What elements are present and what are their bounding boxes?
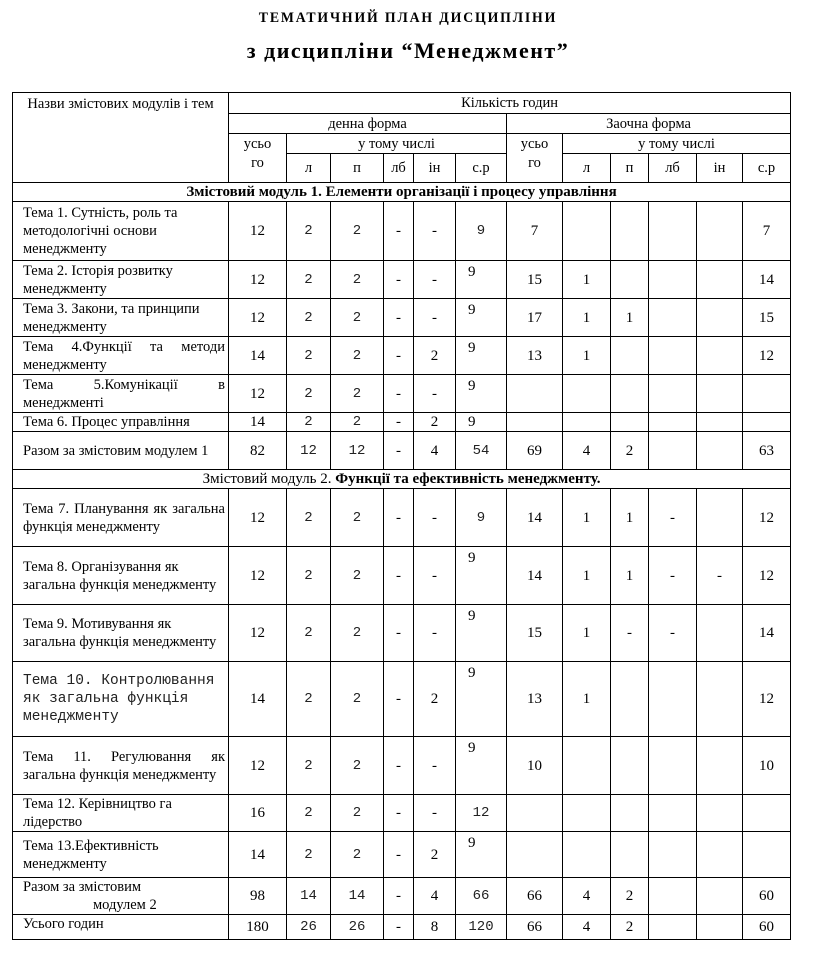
corr-total [507, 375, 563, 413]
corr-total: 7 [507, 202, 563, 261]
day-including-header: у тому числі [287, 134, 507, 154]
corr-lb [649, 413, 697, 432]
corr-sr: 14 [743, 261, 791, 299]
day-in: - [414, 375, 456, 413]
day-p: 2 [331, 299, 384, 337]
day-lb: - [384, 832, 414, 878]
corr-col-lb: лб [649, 154, 697, 183]
corr-sr: 12 [743, 547, 791, 605]
day-total: 12 [229, 489, 287, 547]
day-in: 8 [414, 915, 456, 940]
corr-l: 1 [563, 605, 611, 662]
module-1-title-row [13, 183, 791, 202]
corr-p: 1 [611, 299, 649, 337]
corr-total: 13 [507, 337, 563, 375]
corr-l: 1 [563, 261, 611, 299]
corr-p [611, 795, 649, 832]
corr-p [611, 832, 649, 878]
day-col-in: ін [414, 154, 456, 183]
day-total: 12 [229, 605, 287, 662]
corr-l: 1 [563, 299, 611, 337]
day-lb: - [384, 662, 414, 737]
table-row [13, 489, 791, 547]
day-l: 2 [287, 299, 331, 337]
day-p: 2 [331, 662, 384, 737]
day-total: 12 [229, 261, 287, 299]
topic-name: Тема 12. Керівництво га лідерство [13, 795, 229, 832]
day-total: 98 [229, 878, 287, 915]
document-title: ТЕМАТИЧНИЙ ПЛАН ДИСЦИПЛІНИ [258, 10, 558, 26]
corr-p: - [611, 605, 649, 662]
topic-name: Тема 2. Історія розвитку менеджменту [13, 261, 229, 299]
table-row [13, 413, 791, 432]
corr-total: 14 [507, 489, 563, 547]
day-p: 12 [331, 432, 384, 470]
corr-lb [649, 432, 697, 470]
corr-in [697, 662, 743, 737]
table-row [13, 299, 791, 337]
corr-lb [649, 299, 697, 337]
day-total: 16 [229, 795, 287, 832]
corr-sr: 12 [743, 489, 791, 547]
day-p: 2 [331, 737, 384, 795]
day-l: 2 [287, 261, 331, 299]
corr-p [611, 662, 649, 737]
day-total: 12 [229, 202, 287, 261]
day-in: 2 [414, 662, 456, 737]
corr-sr [743, 795, 791, 832]
corr-p [611, 737, 649, 795]
topic-name: Тема 1. Сутність, роль та методологічні основи менеджменту [13, 202, 229, 261]
corr-col-p: п [611, 154, 649, 183]
corr-lb [649, 795, 697, 832]
day-in: - [414, 489, 456, 547]
corr-sr [743, 375, 791, 413]
day-sr: 12 [456, 795, 507, 832]
corr-sr: 7 [743, 202, 791, 261]
corr-in [697, 489, 743, 547]
day-col-l: л [287, 154, 331, 183]
day-l: 2 [287, 547, 331, 605]
day-total: 14 [229, 413, 287, 432]
day-l: 2 [287, 337, 331, 375]
table-row [13, 202, 791, 261]
corr-lb [649, 261, 697, 299]
day-in: 4 [414, 432, 456, 470]
corr-p [611, 202, 649, 261]
day-sr: 9 [456, 605, 507, 662]
topic-name: Тема 5.Комунікації в менеджменті [13, 375, 229, 413]
document-subtitle: з дисципліни “Менеджмент” [246, 38, 570, 63]
day-l: 2 [287, 795, 331, 832]
corr-total: 13 [507, 662, 563, 737]
corr-including-header: у тому числі [563, 134, 791, 154]
day-lb: - [384, 915, 414, 940]
day-in: - [414, 261, 456, 299]
day-sr: 9 [456, 375, 507, 413]
day-l: 2 [287, 605, 331, 662]
topic-name: Тема 3. Закони, та принципи менеджменту [13, 299, 229, 337]
corr-p: 2 [611, 432, 649, 470]
day-l: 2 [287, 737, 331, 795]
day-col-p: п [331, 154, 384, 183]
day-p: 2 [331, 832, 384, 878]
corr-total: 15 [507, 261, 563, 299]
topic-name: Тема 10. Контролювання як загальна функція менеджменту [13, 662, 229, 737]
corr-total-header: усьо го [507, 134, 563, 183]
corr-sr [743, 832, 791, 878]
corr-lb: - [649, 547, 697, 605]
module-total-label: Разом за змістовим модулем 2 [13, 878, 229, 915]
day-sr: 9 [456, 299, 507, 337]
corr-lb [649, 915, 697, 940]
module-2-title: Змістовий модуль 2. Функції та ефективність менеджменту. [13, 470, 791, 489]
corr-sr: 12 [743, 337, 791, 375]
topic-name: Тема 13.Ефективність менеджменту [13, 832, 229, 878]
day-sr: 9 [456, 737, 507, 795]
day-lb: - [384, 337, 414, 375]
day-p: 2 [331, 489, 384, 547]
header-row-1 [13, 93, 791, 114]
corr-p: 2 [611, 915, 649, 940]
topic-name: Тема 6. Процес управління [13, 413, 229, 432]
corr-l [563, 832, 611, 878]
topic-name: Тема 9. Мотивування як загальна функція менеджменту [13, 605, 229, 662]
day-form-header: денна форма [229, 114, 507, 134]
day-l: 2 [287, 413, 331, 432]
day-l: 2 [287, 489, 331, 547]
day-total: 14 [229, 832, 287, 878]
day-total: 12 [229, 299, 287, 337]
corr-sr: 10 [743, 737, 791, 795]
day-l: 2 [287, 662, 331, 737]
corr-sr [743, 413, 791, 432]
day-l: 12 [287, 432, 331, 470]
corr-in [697, 261, 743, 299]
day-in: - [414, 737, 456, 795]
corr-total: 15 [507, 605, 563, 662]
day-p: 2 [331, 261, 384, 299]
corr-lb [649, 737, 697, 795]
day-lb: - [384, 547, 414, 605]
day-lb: - [384, 489, 414, 547]
corr-in [697, 432, 743, 470]
day-col-sr: с.р [456, 154, 507, 183]
corr-in [697, 915, 743, 940]
day-l: 26 [287, 915, 331, 940]
topic-name: Тема 7. Планування як загальна функція менеджменту [13, 489, 229, 547]
corr-l: 4 [563, 915, 611, 940]
day-l: 2 [287, 375, 331, 413]
day-in: - [414, 605, 456, 662]
corr-col-sr: с.р [743, 154, 791, 183]
corr-total [507, 832, 563, 878]
day-in: 2 [414, 413, 456, 432]
corr-in [697, 375, 743, 413]
corr-l: 1 [563, 547, 611, 605]
corr-p [611, 261, 649, 299]
corr-in [697, 737, 743, 795]
corr-total [507, 795, 563, 832]
day-l: 14 [287, 878, 331, 915]
corr-total: 69 [507, 432, 563, 470]
day-lb: - [384, 375, 414, 413]
corr-in [697, 413, 743, 432]
corr-sr: 60 [743, 878, 791, 915]
day-col-lb: лб [384, 154, 414, 183]
day-in: - [414, 299, 456, 337]
corr-lb [649, 662, 697, 737]
day-in: 2 [414, 337, 456, 375]
day-l: 2 [287, 202, 331, 261]
table-row [13, 662, 791, 737]
day-sr: 9 [456, 489, 507, 547]
corr-p: 1 [611, 489, 649, 547]
day-lb: - [384, 299, 414, 337]
corr-in: - [697, 547, 743, 605]
day-p: 2 [331, 202, 384, 261]
corr-in [697, 299, 743, 337]
day-total: 180 [229, 915, 287, 940]
day-lb: - [384, 605, 414, 662]
day-l: 2 [287, 832, 331, 878]
day-sr: 9 [456, 202, 507, 261]
table-row [13, 375, 791, 413]
corr-in [697, 337, 743, 375]
day-p: 14 [331, 878, 384, 915]
corr-total: 14 [507, 547, 563, 605]
day-total: 14 [229, 337, 287, 375]
day-p: 2 [331, 375, 384, 413]
module-1-title: Змістовий модуль 1. Елементи організації і процесу управління [13, 183, 791, 202]
day-sr: 120 [456, 915, 507, 940]
module-total-label: Разом за змістовим модулем 1 [13, 432, 229, 470]
corr-sr: 60 [743, 915, 791, 940]
corr-sr: 12 [743, 662, 791, 737]
day-p: 2 [331, 795, 384, 832]
day-sr: 9 [456, 547, 507, 605]
topic-name: Тема 8. Організування як загальна функція менеджменту [13, 547, 229, 605]
corr-p [611, 337, 649, 375]
day-lb: - [384, 795, 414, 832]
day-in: - [414, 202, 456, 261]
corr-in [697, 878, 743, 915]
corr-l [563, 795, 611, 832]
corr-l: 1 [563, 662, 611, 737]
module-2-total-row [13, 878, 791, 915]
table-row [13, 795, 791, 832]
day-lb: - [384, 413, 414, 432]
corr-lb [649, 375, 697, 413]
corr-lb: - [649, 605, 697, 662]
day-in: 4 [414, 878, 456, 915]
corr-l [563, 375, 611, 413]
day-lb: - [384, 432, 414, 470]
day-sr: 9 [456, 337, 507, 375]
day-p: 2 [331, 605, 384, 662]
day-in: 2 [414, 832, 456, 878]
day-p: 2 [331, 413, 384, 432]
corr-lb [649, 832, 697, 878]
day-sr: 54 [456, 432, 507, 470]
correspondence-form-header: Заочна форма [507, 114, 791, 134]
corr-total: 66 [507, 878, 563, 915]
corr-in [697, 832, 743, 878]
table-row [13, 261, 791, 299]
corr-lb: - [649, 489, 697, 547]
day-sr: 9 [456, 261, 507, 299]
corr-l: 4 [563, 432, 611, 470]
corr-total [507, 413, 563, 432]
names-column-header: Назви змістових модулів і тем [13, 93, 229, 183]
day-total: 12 [229, 375, 287, 413]
day-total-header: усьо го [229, 134, 287, 183]
corr-total: 17 [507, 299, 563, 337]
corr-lb [649, 337, 697, 375]
corr-lb [649, 878, 697, 915]
day-sr: 9 [456, 832, 507, 878]
corr-in [697, 795, 743, 832]
corr-col-in: ін [697, 154, 743, 183]
module-2-title-row [13, 470, 791, 489]
day-p: 26 [331, 915, 384, 940]
table-row [13, 737, 791, 795]
day-total: 12 [229, 547, 287, 605]
day-p: 2 [331, 547, 384, 605]
topic-name: Тема 4.Функції та методи менеджменту [13, 337, 229, 375]
corr-l: 1 [563, 489, 611, 547]
corr-p: 2 [611, 878, 649, 915]
day-sr: 66 [456, 878, 507, 915]
table-row [13, 547, 791, 605]
day-lb: - [384, 261, 414, 299]
corr-l: 1 [563, 337, 611, 375]
grand-total-row [13, 915, 791, 940]
thematic-plan-table [12, 92, 791, 940]
day-lb: - [384, 878, 414, 915]
corr-p: 1 [611, 547, 649, 605]
day-sr: 9 [456, 413, 507, 432]
hours-header: Кількість годин [229, 93, 791, 114]
table-row [13, 337, 791, 375]
module-1-total-row [13, 432, 791, 470]
corr-sr: 63 [743, 432, 791, 470]
corr-p [611, 413, 649, 432]
corr-l [563, 202, 611, 261]
day-p: 2 [331, 337, 384, 375]
corr-l [563, 737, 611, 795]
grand-total-label: Усього годин [13, 915, 229, 940]
corr-in [697, 202, 743, 261]
day-sr: 9 [456, 662, 507, 737]
day-lb: - [384, 737, 414, 795]
corr-p [611, 375, 649, 413]
day-in: - [414, 795, 456, 832]
day-in: - [414, 547, 456, 605]
corr-l: 4 [563, 878, 611, 915]
corr-lb [649, 202, 697, 261]
corr-sr: 15 [743, 299, 791, 337]
day-total: 14 [229, 662, 287, 737]
corr-total: 10 [507, 737, 563, 795]
corr-col-l: л [563, 154, 611, 183]
table-row [13, 605, 791, 662]
corr-l [563, 413, 611, 432]
corr-sr: 14 [743, 605, 791, 662]
corr-total: 66 [507, 915, 563, 940]
day-lb: - [384, 202, 414, 261]
day-total: 12 [229, 737, 287, 795]
table-row [13, 832, 791, 878]
day-total: 82 [229, 432, 287, 470]
corr-in [697, 605, 743, 662]
topic-name: Тема 11. Регулювання як загальна функція менеджменту [13, 737, 229, 795]
